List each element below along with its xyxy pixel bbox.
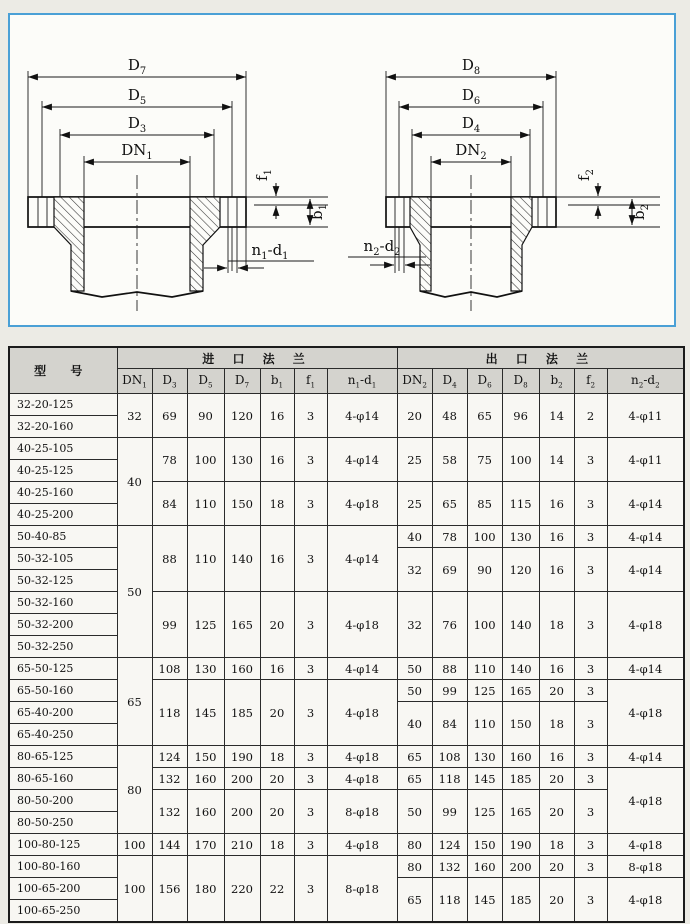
value-cell: 69 xyxy=(432,548,467,592)
value-cell: 76 xyxy=(432,592,467,658)
dim-label-f1: $f_1$ xyxy=(253,169,274,181)
dim-label-d3: $D_3$ xyxy=(127,114,147,135)
col-header-outlet-group: 出 口 法 兰 xyxy=(397,347,684,369)
value-cell: 3 xyxy=(294,592,327,658)
model-cell: 40-25-200 xyxy=(9,504,117,526)
value-cell: 4-φ18 xyxy=(327,680,397,746)
value-cell: 108 xyxy=(432,746,467,768)
model-cell: 65-50-125 xyxy=(9,658,117,680)
value-cell: 99 xyxy=(152,592,187,658)
value-cell: 4-φ14 xyxy=(327,658,397,680)
value-cell: 99 xyxy=(432,680,467,702)
col-header: $D_7$ xyxy=(224,369,260,394)
value-cell: 132 xyxy=(432,856,467,878)
value-cell: 32 xyxy=(397,548,432,592)
value-cell: 4-φ18 xyxy=(607,768,684,834)
dim-label-d8: $D_8$ xyxy=(461,56,481,77)
col-header: $f_1$ xyxy=(294,369,327,394)
model-cell: 80-65-125 xyxy=(9,746,117,768)
value-cell: 3 xyxy=(574,526,607,548)
value-cell: 185 xyxy=(502,768,539,790)
value-cell: 4-φ11 xyxy=(607,394,684,438)
value-cell: 4-φ14 xyxy=(607,548,684,592)
value-cell: 16 xyxy=(539,658,574,680)
value-cell: 130 xyxy=(224,438,260,482)
value-cell: 20 xyxy=(539,680,574,702)
col-header: $D_5$ xyxy=(187,369,224,394)
model-cell: 80-50-250 xyxy=(9,812,117,834)
value-cell: 18 xyxy=(539,702,574,746)
value-cell: 3 xyxy=(294,394,327,438)
table-row xyxy=(9,834,684,856)
value-cell: 75 xyxy=(467,438,502,482)
value-cell: 150 xyxy=(467,834,502,856)
value-cell: 3 xyxy=(294,768,327,790)
value-cell: 125 xyxy=(467,790,502,834)
dim-label-d4: $D_4$ xyxy=(461,114,481,135)
dim-label-f2: $f_2$ xyxy=(575,169,596,181)
model-cell: 40-25-160 xyxy=(9,482,117,504)
value-cell: 20 xyxy=(260,768,294,790)
value-cell: 110 xyxy=(467,658,502,680)
value-cell: 132 xyxy=(152,768,187,790)
model-cell: 100-65-250 xyxy=(9,900,117,923)
value-cell: 20 xyxy=(539,768,574,790)
value-cell: 124 xyxy=(152,746,187,768)
table-row xyxy=(9,394,684,416)
value-cell: 160 xyxy=(224,658,260,680)
model-cell: 32-20-160 xyxy=(9,416,117,438)
flange-cross-section xyxy=(386,175,660,311)
table-row xyxy=(9,592,684,614)
value-cell: 132 xyxy=(152,790,187,834)
value-cell: 3 xyxy=(574,856,607,878)
value-cell: 3 xyxy=(574,702,607,746)
value-cell: 14 xyxy=(539,394,574,438)
model-cell: 65-50-160 xyxy=(9,680,117,702)
value-cell: 4-φ18 xyxy=(607,680,684,746)
value-cell: 3 xyxy=(294,790,327,834)
value-cell: 190 xyxy=(224,746,260,768)
value-cell: 118 xyxy=(432,878,467,923)
value-cell: 124 xyxy=(432,834,467,856)
flange-dimension-table xyxy=(8,346,685,923)
value-cell: 140 xyxy=(502,592,539,658)
value-cell: 3 xyxy=(294,834,327,856)
value-cell: 16 xyxy=(260,394,294,438)
model-cell: 32-20-125 xyxy=(9,394,117,416)
col-header: $D_8$ xyxy=(502,369,539,394)
value-cell: 20 xyxy=(539,878,574,923)
model-cell: 50-32-105 xyxy=(9,548,117,570)
value-cell: 3 xyxy=(574,834,607,856)
model-cell: 80-50-200 xyxy=(9,790,117,812)
value-cell: 80 xyxy=(117,746,152,834)
value-cell: 25 xyxy=(397,482,432,526)
value-cell: 4-φ14 xyxy=(327,394,397,438)
value-cell: 88 xyxy=(152,526,187,592)
table-row xyxy=(9,768,684,790)
value-cell: 65 xyxy=(467,394,502,438)
value-cell: 3 xyxy=(574,768,607,790)
value-cell: 165 xyxy=(502,790,539,834)
value-cell: 110 xyxy=(187,526,224,592)
value-cell: 50 xyxy=(117,526,152,658)
value-cell: 130 xyxy=(467,746,502,768)
value-cell: 50 xyxy=(397,680,432,702)
value-cell: 20 xyxy=(539,856,574,878)
value-cell: 125 xyxy=(467,680,502,702)
value-cell: 2 xyxy=(574,394,607,438)
value-cell: 85 xyxy=(467,482,502,526)
value-cell: 100 xyxy=(117,856,152,923)
value-cell: 3 xyxy=(574,592,607,658)
value-cell: 3 xyxy=(574,438,607,482)
value-cell: 20 xyxy=(260,790,294,834)
value-cell: 165 xyxy=(502,680,539,702)
model-cell: 40-25-105 xyxy=(9,438,117,460)
dim-label-d7: $D_7$ xyxy=(127,56,147,77)
value-cell: 84 xyxy=(432,702,467,746)
value-cell: 16 xyxy=(260,526,294,592)
value-cell: 110 xyxy=(467,702,502,746)
value-cell: 3 xyxy=(294,482,327,526)
value-cell: 4-φ18 xyxy=(327,834,397,856)
value-cell: 90 xyxy=(467,548,502,592)
value-cell: 120 xyxy=(224,394,260,438)
value-cell: 3 xyxy=(294,856,327,923)
value-cell: 140 xyxy=(502,658,539,680)
value-cell: 3 xyxy=(574,878,607,923)
value-cell: 185 xyxy=(502,878,539,923)
table-row xyxy=(9,526,684,548)
col-header: $D_3$ xyxy=(152,369,187,394)
value-cell: 3 xyxy=(574,548,607,592)
value-cell: 20 xyxy=(539,790,574,834)
value-cell: 100 xyxy=(502,438,539,482)
value-cell: 32 xyxy=(117,394,152,438)
value-cell: 130 xyxy=(502,526,539,548)
col-header-inlet-group: 进 口 法 兰 xyxy=(117,347,397,369)
value-cell: 108 xyxy=(152,658,187,680)
value-cell: 145 xyxy=(467,878,502,923)
value-cell: 190 xyxy=(502,834,539,856)
value-cell: 185 xyxy=(224,680,260,746)
dim-label-n1-d1: $n_1-d_1$ xyxy=(251,241,289,262)
value-cell: 3 xyxy=(574,482,607,526)
model-cell: 65-40-250 xyxy=(9,724,117,746)
value-cell: 4-φ18 xyxy=(607,592,684,658)
value-cell: 50 xyxy=(397,658,432,680)
col-header: $DN_1$ xyxy=(117,369,152,394)
value-cell: 78 xyxy=(152,438,187,482)
col-header: $DN_2$ xyxy=(397,369,432,394)
table-row xyxy=(9,746,684,768)
value-cell: 4-φ14 xyxy=(607,482,684,526)
value-cell: 99 xyxy=(432,790,467,834)
value-cell: 16 xyxy=(539,746,574,768)
value-cell: 16 xyxy=(260,438,294,482)
value-cell: 65 xyxy=(397,746,432,768)
value-cell: 4-φ14 xyxy=(327,438,397,482)
col-header: $D_4$ xyxy=(432,369,467,394)
model-cell: 65-40-200 xyxy=(9,702,117,724)
value-cell: 160 xyxy=(467,856,502,878)
value-cell: 160 xyxy=(502,746,539,768)
value-cell: 118 xyxy=(432,768,467,790)
col-header: $f_2$ xyxy=(574,369,607,394)
value-cell: 8-φ18 xyxy=(607,856,684,878)
value-cell: 100 xyxy=(117,834,152,856)
model-cell: 50-32-160 xyxy=(9,592,117,614)
value-cell: 145 xyxy=(467,768,502,790)
col-header: $n_1-d_1$ xyxy=(327,369,397,394)
value-cell: 144 xyxy=(152,834,187,856)
value-cell: 20 xyxy=(260,680,294,746)
value-cell: 4-φ14 xyxy=(607,658,684,680)
value-cell: 150 xyxy=(224,482,260,526)
value-cell: 18 xyxy=(260,834,294,856)
value-cell: 8-φ18 xyxy=(327,856,397,923)
value-cell: 4-φ18 xyxy=(607,878,684,923)
flange-cross-section xyxy=(28,175,328,311)
value-cell: 4-φ18 xyxy=(327,768,397,790)
value-cell: 16 xyxy=(539,548,574,592)
table-row xyxy=(9,790,684,812)
value-cell: 90 xyxy=(187,394,224,438)
dim-label-n2-d2: $n_2-d_2$ xyxy=(363,237,401,258)
dim-label-b1: $b_1$ xyxy=(308,204,329,220)
value-cell: 18 xyxy=(260,746,294,768)
value-cell: 160 xyxy=(187,768,224,790)
value-cell: 100 xyxy=(467,592,502,658)
table-row xyxy=(9,482,684,504)
table-row xyxy=(9,658,684,680)
value-cell: 84 xyxy=(152,482,187,526)
model-cell: 50-32-200 xyxy=(9,614,117,636)
value-cell: 4-φ18 xyxy=(327,592,397,658)
value-cell: 25 xyxy=(397,438,432,482)
value-cell: 130 xyxy=(187,658,224,680)
value-cell: 125 xyxy=(187,592,224,658)
diagram-panel xyxy=(8,13,676,327)
value-cell: 3 xyxy=(294,658,327,680)
col-header-model: 型 号 xyxy=(9,347,117,394)
value-cell: 4-φ14 xyxy=(327,526,397,592)
value-cell: 18 xyxy=(539,834,574,856)
model-cell: 100-80-160 xyxy=(9,856,117,878)
bolt-hole-callout xyxy=(204,241,314,268)
value-cell: 65 xyxy=(397,878,432,923)
value-cell: 18 xyxy=(260,482,294,526)
col-header: $n_2-d_2$ xyxy=(607,369,684,394)
value-cell: 88 xyxy=(432,658,467,680)
value-cell: 115 xyxy=(502,482,539,526)
value-cell: 150 xyxy=(502,702,539,746)
value-cell: 65 xyxy=(432,482,467,526)
value-cell: 16 xyxy=(539,482,574,526)
value-cell: 4-φ14 xyxy=(607,746,684,768)
value-cell: 8-φ18 xyxy=(327,790,397,834)
model-cell: 100-80-125 xyxy=(9,834,117,856)
value-cell: 3 xyxy=(294,526,327,592)
value-cell: 145 xyxy=(187,680,224,746)
value-cell: 58 xyxy=(432,438,467,482)
table-row xyxy=(9,438,684,460)
col-header: $D_6$ xyxy=(467,369,502,394)
value-cell: 4-φ11 xyxy=(607,438,684,482)
value-cell: 16 xyxy=(260,658,294,680)
table-row xyxy=(9,856,684,878)
value-cell: 65 xyxy=(117,658,152,746)
value-cell: 50 xyxy=(397,790,432,834)
value-cell: 80 xyxy=(397,834,432,856)
value-cell: 69 xyxy=(152,394,187,438)
value-cell: 170 xyxy=(187,834,224,856)
dim-label-b2: $b_2$ xyxy=(630,204,651,220)
dim-label-dn1: $DN_1$ xyxy=(121,141,153,162)
value-cell: 40 xyxy=(397,702,432,746)
dim-label-d5: $D_5$ xyxy=(127,86,147,107)
value-cell: 3 xyxy=(574,746,607,768)
value-cell: 180 xyxy=(187,856,224,923)
col-header: $b_2$ xyxy=(539,369,574,394)
value-cell: 120 xyxy=(502,548,539,592)
value-cell: 165 xyxy=(224,592,260,658)
model-cell: 50-32-250 xyxy=(9,636,117,658)
value-cell: 150 xyxy=(187,746,224,768)
value-cell: 100 xyxy=(467,526,502,548)
value-cell: 22 xyxy=(260,856,294,923)
value-cell: 3 xyxy=(294,746,327,768)
model-cell: 50-32-125 xyxy=(9,570,117,592)
value-cell: 118 xyxy=(152,680,187,746)
value-cell: 96 xyxy=(502,394,539,438)
value-cell: 3 xyxy=(294,438,327,482)
dim-label-d6: $D_6$ xyxy=(461,86,481,107)
model-cell: 100-65-200 xyxy=(9,878,117,900)
value-cell: 200 xyxy=(502,856,539,878)
value-cell: 80 xyxy=(397,856,432,878)
value-cell: 110 xyxy=(187,482,224,526)
value-cell: 4-φ18 xyxy=(327,482,397,526)
value-cell: 40 xyxy=(397,526,432,548)
value-cell: 3 xyxy=(574,658,607,680)
value-cell: 140 xyxy=(224,526,260,592)
value-cell: 3 xyxy=(574,790,607,834)
value-cell: 200 xyxy=(224,768,260,790)
value-cell: 3 xyxy=(574,680,607,702)
value-cell: 210 xyxy=(224,834,260,856)
value-cell: 20 xyxy=(397,394,432,438)
model-cell: 40-25-125 xyxy=(9,460,117,482)
inlet-flange-diagram xyxy=(14,15,344,317)
model-cell: 50-40-85 xyxy=(9,526,117,548)
value-cell: 32 xyxy=(397,592,432,658)
value-cell: 100 xyxy=(187,438,224,482)
value-cell: 4-φ14 xyxy=(607,526,684,548)
value-cell: 156 xyxy=(152,856,187,923)
value-cell: 18 xyxy=(539,592,574,658)
value-cell: 40 xyxy=(117,438,152,526)
col-header: $b_1$ xyxy=(260,369,294,394)
value-cell: 3 xyxy=(294,680,327,746)
value-cell: 4-φ18 xyxy=(327,746,397,768)
value-cell: 14 xyxy=(539,438,574,482)
value-cell: 160 xyxy=(187,790,224,834)
value-cell: 16 xyxy=(539,526,574,548)
value-cell: 78 xyxy=(432,526,467,548)
value-cell: 65 xyxy=(397,768,432,790)
dim-label-dn2: $DN_2$ xyxy=(455,141,487,162)
value-cell: 220 xyxy=(224,856,260,923)
value-cell: 200 xyxy=(224,790,260,834)
value-cell: 4-φ18 xyxy=(607,834,684,856)
table-row xyxy=(9,680,684,702)
model-cell: 80-65-160 xyxy=(9,768,117,790)
outlet-flange-diagram xyxy=(346,15,676,317)
value-cell: 48 xyxy=(432,394,467,438)
value-cell: 20 xyxy=(260,592,294,658)
